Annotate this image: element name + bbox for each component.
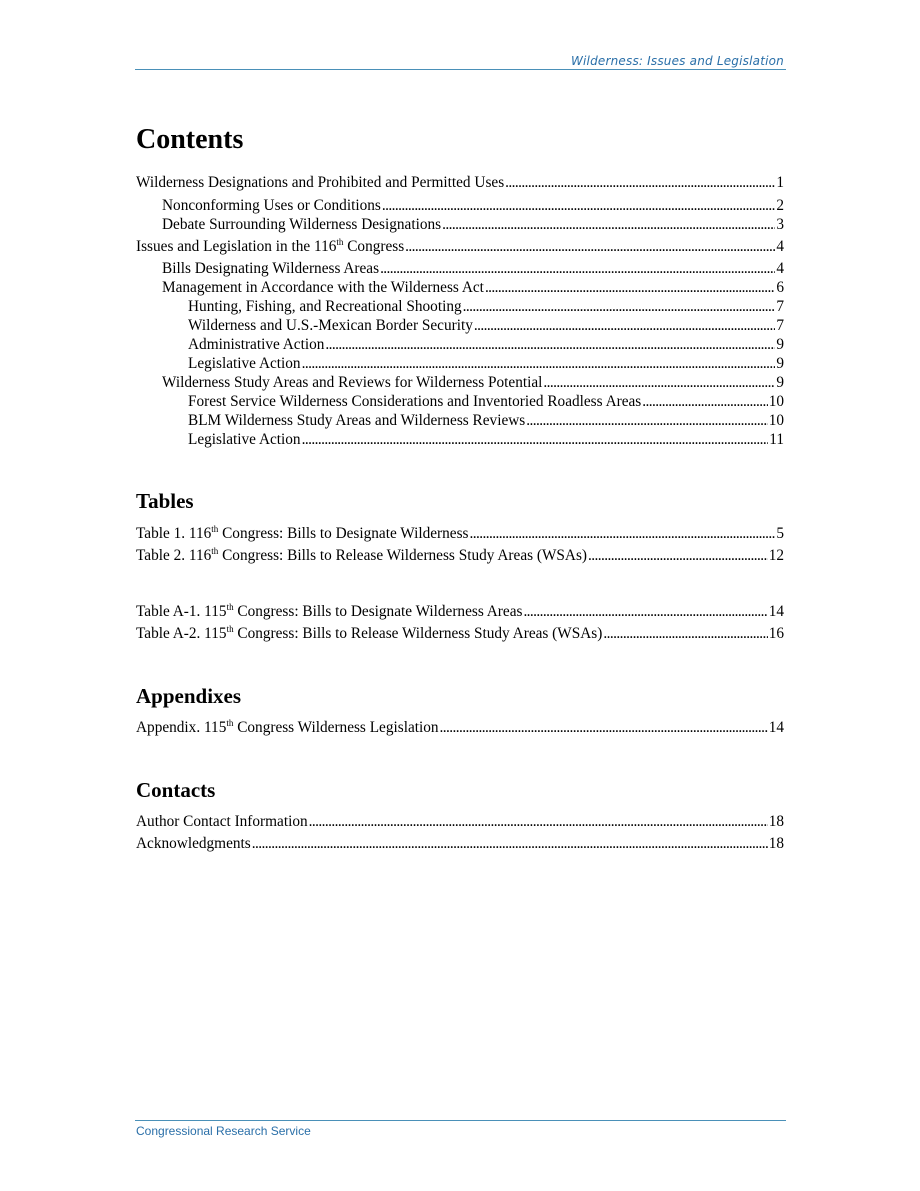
table-entry-label: Table 2. 116th Congress: Bills to Release Wilderness Study Areas (WSAs)	[136, 546, 588, 564]
dot-leader	[442, 216, 775, 234]
toc-entry[interactable]	[188, 355, 784, 374]
toc-entry[interactable]	[162, 374, 784, 393]
dot-leader	[440, 719, 768, 737]
toc-entry-page: 1	[776, 174, 784, 191]
toc-entry-label: Wilderness Designations and Prohibited and Permitted Uses	[136, 174, 505, 191]
table-entry-page: 12	[768, 547, 784, 564]
dot-leader	[302, 355, 776, 373]
dot-leader	[474, 317, 775, 335]
contact-entry-label: Author Contact Information	[136, 813, 308, 830]
toc-entry-page: 4	[776, 238, 784, 255]
toc-entry-label: Legislative Action	[188, 431, 301, 448]
running-title: Wilderness: Issues and Legislation	[570, 54, 784, 68]
toc-entry-page: 2	[776, 197, 784, 214]
toc-entry-label: Administrative Action	[188, 336, 325, 353]
table-entry-label: Table A-1. 115th Congress: Bills to Designate Wilderness Areas	[136, 602, 523, 620]
toc-entry-label: Forest Service Wilderness Considerations and Inventoried Roadless Areas	[188, 393, 642, 410]
toc-entry-label: BLM Wilderness Study Areas and Wilderness Reviews	[188, 412, 526, 429]
dot-leader	[252, 835, 768, 853]
contents-heading: Contents	[136, 124, 244, 155]
toc-entry-label: Nonconforming Uses or Conditions	[162, 197, 381, 214]
toc-entry[interactable]	[188, 336, 784, 355]
dot-leader	[588, 547, 768, 565]
toc-entry[interactable]	[188, 393, 784, 412]
toc-entry-page: 10	[768, 412, 784, 429]
appendix-entry-page: 14	[768, 719, 784, 736]
toc-entry[interactable]	[136, 238, 784, 257]
toc-entry-label: Management in Accordance with the Wilderness Act	[162, 279, 484, 296]
toc-entry-page: 9	[776, 374, 784, 391]
toc-entry-label: Hunting, Fishing, and Recreational Shooting	[188, 298, 462, 315]
toc-entry-page: 3	[776, 216, 784, 233]
toc-entry[interactable]	[188, 431, 784, 450]
toc-entry-page: 7	[776, 317, 784, 334]
table-entry-label: Table A-2. 115th Congress: Bills to Release Wilderness Study Areas (WSAs)	[136, 624, 603, 642]
dot-leader	[543, 374, 775, 392]
toc-entry-page: 9	[776, 336, 784, 353]
toc-entry-label: Issues and Legislation in the 116th Congress	[136, 237, 405, 255]
toc-entry-page: 9	[776, 355, 784, 372]
tables-heading: Tables	[136, 489, 194, 513]
table-entry[interactable]	[136, 625, 784, 644]
toc-entry-page: 4	[776, 260, 784, 277]
table-entry-label: Table 1. 116th Congress: Bills to Designate Wilderness	[136, 524, 469, 542]
contact-entry[interactable]	[136, 835, 784, 854]
toc-entry-label: Bills Designating Wilderness Areas	[162, 260, 380, 277]
contact-entry-page: 18	[768, 835, 784, 852]
appendix-entry-label: Appendix. 115th Congress Wilderness Legislation	[136, 718, 439, 736]
toc-entry[interactable]	[136, 174, 784, 193]
toc-entry-page: 7	[776, 298, 784, 315]
toc-entry[interactable]	[188, 412, 784, 431]
table-entry[interactable]	[136, 603, 784, 622]
table-entry-page: 5	[776, 525, 784, 542]
running-footer	[135, 1120, 786, 1138]
toc-entry-page: 6	[776, 279, 784, 296]
dot-leader	[603, 625, 767, 643]
toc-entry[interactable]	[162, 216, 784, 235]
toc-entry[interactable]	[162, 279, 784, 298]
contact-entry[interactable]	[136, 813, 784, 832]
dot-leader	[380, 260, 775, 278]
toc-entry[interactable]	[162, 197, 784, 216]
table-entry-page: 14	[768, 603, 784, 620]
toc-entry-label: Legislative Action	[188, 355, 301, 372]
dot-leader	[405, 238, 775, 256]
toc-entry[interactable]	[188, 317, 784, 336]
appendixes-heading: Appendixes	[136, 684, 242, 708]
toc-entry-label: Wilderness Study Areas and Reviews for Wilderness Potential	[162, 374, 543, 391]
table-entry[interactable]	[136, 525, 784, 544]
dot-leader	[325, 336, 775, 354]
running-header	[135, 52, 786, 70]
dot-leader	[523, 603, 767, 621]
dot-leader	[642, 393, 767, 411]
toc-entry-page: 11	[769, 431, 784, 448]
dot-leader	[485, 279, 775, 297]
appendix-entry[interactable]	[136, 719, 784, 738]
toc-entry-label: Wilderness and U.S.-Mexican Border Security	[188, 317, 473, 334]
dot-leader	[382, 197, 776, 215]
dot-leader	[505, 174, 775, 192]
toc-entry-page: 10	[768, 393, 784, 410]
dot-leader	[469, 525, 775, 543]
table-entry-page: 16	[768, 625, 784, 642]
dot-leader	[526, 412, 767, 430]
table-entry[interactable]	[136, 547, 784, 566]
contacts-heading: Contacts	[136, 778, 216, 802]
dot-leader	[463, 298, 776, 316]
contact-entry-page: 18	[768, 813, 784, 830]
contact-entry-label: Acknowledgments	[136, 835, 251, 852]
dot-leader	[302, 431, 769, 449]
footer-publisher: Congressional Research Service	[136, 1124, 311, 1138]
toc-entry[interactable]	[162, 260, 784, 279]
toc-entry-label: Debate Surrounding Wilderness Designations	[162, 216, 442, 233]
toc-entry[interactable]	[188, 298, 784, 317]
dot-leader	[309, 813, 768, 831]
